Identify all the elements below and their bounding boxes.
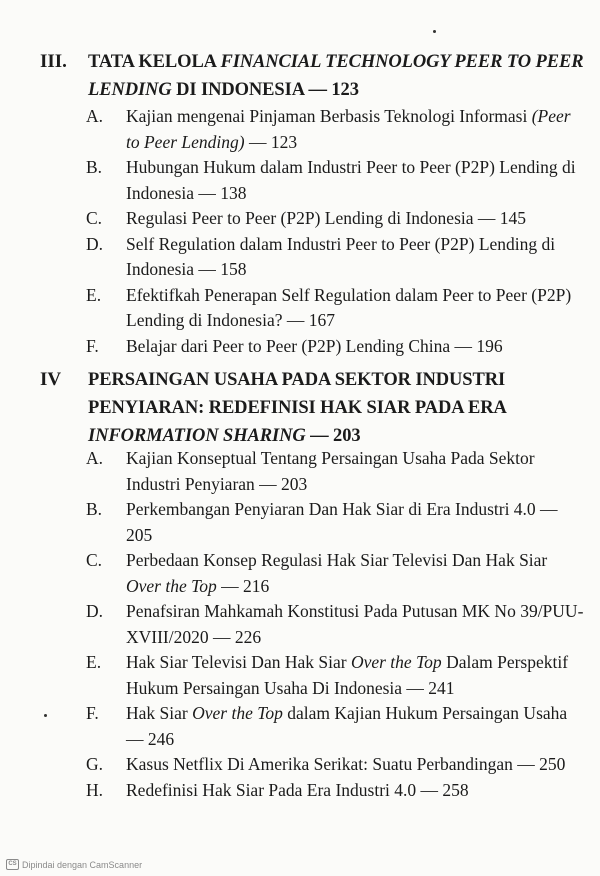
entry-text: Self Regulation dalam Industri Peer to Peer (P2P) Lending di Indonesia — 158 bbox=[126, 233, 556, 279]
chapter-number: III. bbox=[40, 51, 67, 72]
toc-entry bbox=[86, 548, 586, 599]
entry-letter: C. bbox=[86, 208, 103, 228]
toc-entry bbox=[86, 155, 586, 206]
watermark-text: Dipindai dengan CamScanner bbox=[22, 859, 143, 870]
entry-letter: B. bbox=[86, 157, 103, 177]
toc-entry bbox=[86, 701, 586, 752]
entry-letter: D. bbox=[86, 233, 104, 254]
entry-letter: B. bbox=[86, 499, 103, 519]
chapter-number: IV bbox=[40, 369, 62, 390]
toc-entry bbox=[86, 232, 586, 283]
entry-letter: H. bbox=[86, 779, 104, 800]
entry-text: Hak Siar Over the Top dalam Kajian Hukum Persaingan Usaha — 246 bbox=[126, 703, 568, 749]
toc-entry bbox=[86, 446, 586, 497]
scanner-watermark bbox=[6, 859, 142, 870]
title-part: PERSAINGAN USAHA PADA SEKTOR INDUSTRI PENYIARAN: REDEFINISI HAK SIAR PADA ERA bbox=[88, 370, 506, 418]
scan-speck bbox=[44, 714, 47, 717]
entry-text: Redefinisi Hak Siar Pada Era Industri 4.0 — 258 bbox=[126, 779, 469, 800]
toc-entry bbox=[86, 599, 586, 650]
chapter-title bbox=[88, 366, 585, 450]
entry-letter: A. bbox=[86, 448, 104, 468]
toc-entry bbox=[86, 778, 586, 804]
entry-letter: G. bbox=[86, 754, 104, 774]
chapter-4-sections bbox=[86, 446, 586, 803]
toc-entry bbox=[86, 334, 586, 360]
entry-letter: C. bbox=[86, 550, 103, 570]
entry-letter: A. bbox=[86, 106, 104, 126]
entry-text: Perbedaan Konsep Regulasi Hak Siar Televisi Dan Hak Siar Over the Top — 216 bbox=[126, 550, 548, 596]
title-part-italic: INFORMATION SHARING bbox=[88, 426, 306, 446]
entry-text: Belajar dari Peer to Peer (P2P) Lending China — 196 bbox=[126, 335, 503, 356]
entry-letter: F. bbox=[86, 335, 99, 356]
toc-entry bbox=[86, 283, 586, 334]
toc-entry bbox=[86, 752, 586, 778]
entry-text: Kajian Konseptual Tentang Persaingan Usaha Pada Sektor Industri Penyiaran — 203 bbox=[126, 448, 535, 494]
entry-letter: F. bbox=[86, 703, 99, 723]
entry-text: Kasus Netflix Di Amerika Serikat: Suatu Perbandingan — 250 bbox=[126, 754, 566, 774]
entry-letter: D. bbox=[86, 601, 104, 621]
chapter-4 bbox=[40, 366, 585, 450]
camscanner-logo-icon: CS bbox=[6, 859, 19, 870]
title-part-italic: FINANCIAL TECHNOLOGY PEER TO PEER LENDING bbox=[88, 52, 584, 100]
chapter-title bbox=[88, 48, 585, 104]
title-part: DI INDONESIA — 123 bbox=[171, 80, 359, 100]
toc-entry bbox=[86, 104, 586, 155]
entry-text: Efektifkah Penerapan Self Regulation dalam Peer to Peer (P2P) Lending di Indonesia? — 167 bbox=[126, 284, 572, 330]
entry-text: Regulasi Peer to Peer (P2P) Lending di Indonesia — 145 bbox=[126, 208, 527, 228]
entry-letter: E. bbox=[86, 284, 102, 305]
toc-entry bbox=[86, 497, 586, 548]
entry-letter: E. bbox=[86, 652, 102, 672]
chapter-3-sections bbox=[86, 104, 586, 359]
scan-speck bbox=[433, 30, 436, 33]
entry-text: Hak Siar Televisi Dan Hak Siar Over the Top Dalam Perspektif Hukum Persaingan Usaha Di Indonesia — 241 bbox=[126, 652, 569, 698]
entry-text: Perkembangan Penyiaran Dan Hak Siar di Era Industri 4.0 — 205 bbox=[126, 499, 558, 545]
toc-entry bbox=[86, 206, 586, 232]
toc-entry bbox=[86, 650, 586, 701]
entry-text: Penafsiran Mahkamah Konstitusi Pada Putusan MK No 39/PUU-XVIII/2020 — 226 bbox=[126, 601, 584, 647]
title-part: — 203 bbox=[305, 426, 361, 446]
title-part: TATA KELOLA bbox=[88, 52, 221, 72]
entry-text: Kajian mengenai Pinjaman Berbasis Teknologi Informasi (Peer to Peer Lending) — 123 bbox=[126, 106, 571, 152]
chapter-3 bbox=[40, 48, 585, 104]
entry-text: Hubungan Hukum dalam Industri Peer to Peer (P2P) Lending di Indonesia — 138 bbox=[126, 157, 576, 203]
